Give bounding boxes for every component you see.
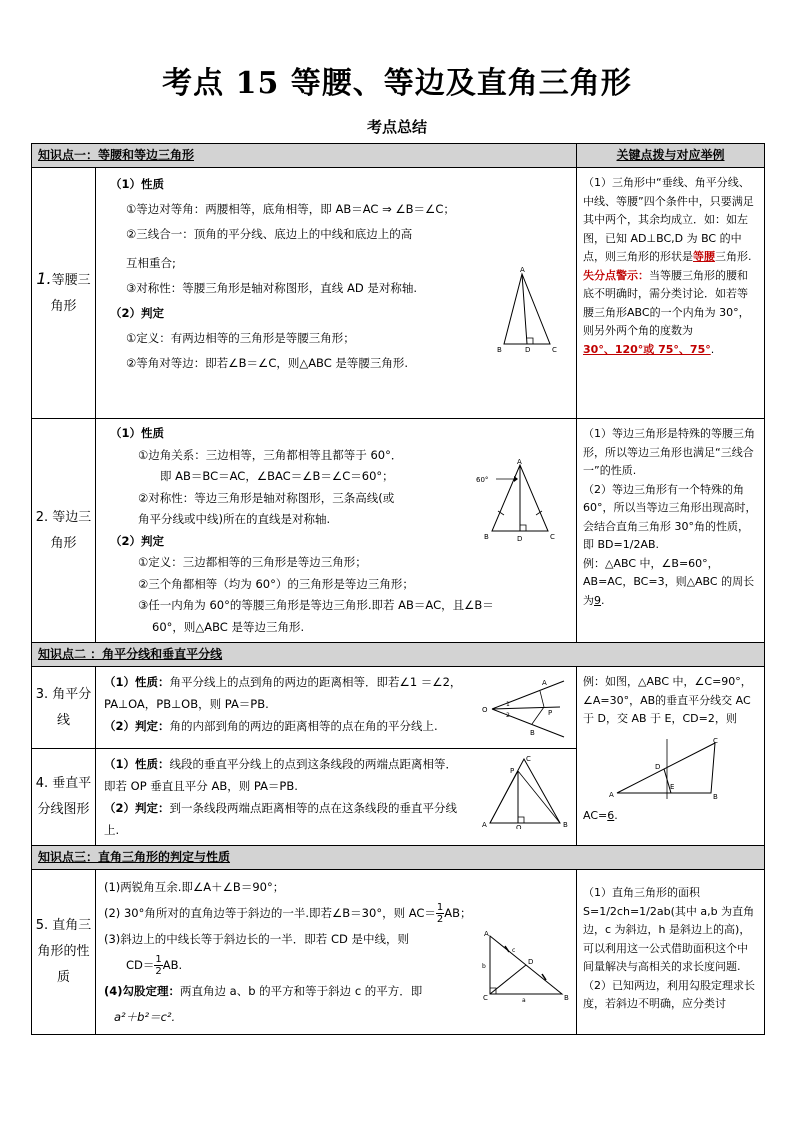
section-header-1: 知识点一：等腰和等边三角形 — [32, 144, 577, 168]
label-B: B — [564, 994, 569, 1002]
label-B: B — [563, 821, 568, 829]
label-B: B — [484, 533, 489, 541]
label-C: C — [550, 533, 555, 541]
perp-bisector-figure — [480, 753, 572, 829]
label-P: P — [510, 767, 515, 775]
summary-table — [31, 143, 765, 1035]
angle-bisector-figure — [480, 673, 572, 741]
right-triangle-figure — [480, 930, 572, 1004]
label-B: B — [713, 793, 718, 801]
section-header-3: 知识点三：直角三角形的判定与性质 — [32, 846, 765, 870]
label-O: O — [482, 706, 488, 714]
label-B: B — [530, 729, 535, 737]
label-a: a — [522, 997, 526, 1004]
section-header-2: 知识点二 ：角平分线和垂直平分线 — [32, 643, 765, 667]
label-A: A — [520, 266, 525, 274]
equilateral-content: （1）性质 ①边角关系：三边相等，三角都相等且都等于 60°． 即 AB＝BC＝AC，∠BAC＝∠B＝∠C＝60°； ②对称性：等边三角形是轴对称图形，三条高线(或 角平分线或中线)所在的直线是对称轴. （2）判定 ①定义：三边都相等的三角形是等边三角形； ②三个角都相等（均为 60°）的三角形是等边三角形； ③任一内角为 60°的等腰三角形是等边三角形.即若 AB＝AC，且∠B＝ 60°，则△ABC 是等边三角形. A 60° B D C — [96, 419, 577, 643]
label-A: A — [482, 821, 487, 829]
bisector-example: 例：如图，△ABC 中，∠C=90°，∠A=30°，AB的垂直平分线交 AC 于 D，交 AB 于 E，CD=2，则 C D A E B AC=6. — [577, 667, 765, 846]
label-1: 1 — [506, 701, 510, 708]
bisector-content: （1）性质：角平分线上的点到角的两边的距离相等．即若∠1 ＝∠2，PA⊥OA，PB⊥OB，则 PA＝PB. （2）判定：角的内部到角的两边的距离相等的点在角的平分线上. A O 1 2 P B — [96, 667, 577, 749]
label-A: A — [517, 459, 522, 466]
label-A: A — [484, 930, 489, 938]
row-label-isosceles: 1.等腰三角形 — [32, 168, 96, 419]
key-points-header: 关键点拨与对应举例 — [577, 144, 765, 168]
label-D: D — [517, 535, 523, 543]
row-label-perp: 4. 垂直平分线图形 — [32, 749, 96, 846]
label-A: A — [609, 791, 614, 799]
right-notes: （1）直角三角形的面积 S=1/2ch=1/2ab(其中 a,b 为直角边，c 为斜边，h 是斜边上的高)，可以利用这一公式借助面积这个中间量解决与高相关的求长度问题. （2）已知两边，利用勾股定理求长度，若斜边不明确，应分类讨 — [577, 870, 765, 1035]
label-E: E — [670, 783, 675, 791]
label-P: P — [548, 709, 553, 717]
label-D: D — [655, 763, 661, 771]
row-label-right: 5. 直角三角形的性质 — [32, 870, 96, 1035]
label-60: 60° — [476, 476, 489, 484]
label-C: C — [483, 994, 488, 1002]
example-triangle-figure — [607, 737, 727, 801]
row-label-bisector: 3. 角平分线 — [32, 667, 96, 749]
label-C: C — [552, 346, 557, 354]
equilateral-notes: （1）等边三角形是特殊的等腰三角形，所以等边三角形也满足“三线合一”的性质. （2）等边三角形有一个特殊的角 60°，所以当等边三角形出现高时，会结合直角三角形 30°角的性质，即 BD=1/2AB. 例：△ABC 中，∠B=60°，AB=AC，BC=3，则△ABC 的周长为9. — [577, 419, 765, 643]
isosceles-content: （1）性质 ①等边对等角：两腰相等，底角相等，即 AB＝AC ⇒ ∠B＝∠C； ②三线合一：顶角的平分线、底边上的中线和底边上的高 互相重合; ③对称性：等腰三角形是轴对称图形，直线 AD 是对称轴. （2）判定 ①定义：有两边相等的三角形是等腰三角形； ②等角对等边：即若∠B＝∠C，则△ABC 是等腰三角形. A B D C — [96, 168, 577, 419]
isosceles-notes: （1）三角形中“垂线、角平分线、中线、等腰”四个条件中，只要满足其中两个，其余均成立．如：如左图，已知 AD⊥BC,D 为 BC 的中点，则三角形的形状是等腰三角形. 失分点警示：当等腰三角形的腰和底不明确时，需分类讨论．如若等腰三角形ABC的一个内角为 30°，则另外两个角的度数为 30°、120°或 75°、75°. — [577, 168, 765, 419]
label-c: c — [512, 947, 516, 954]
label-b: b — [482, 963, 486, 970]
label-2: 2 — [506, 712, 510, 719]
row-label-equilateral: 2. 等边三角形 — [32, 419, 96, 643]
label-A: A — [542, 679, 547, 687]
right-content: (1)两锐角互余.即∠A＋∠B＝90°； (2) 30°角所对的直角边等于斜边的一半.即若∠B＝30°，则 AC＝ $\frac{1}{2}$ AB； (3)斜边上的中线长等于斜边长的一半．即若 CD 是中线，则 CD＝ $\frac{1}{2}$ AB. (4)勾股定理：两直角边 a、b 的平方和等于斜边 c 的平方．即 a²＋b²＝c². A c b D C a B — [96, 870, 577, 1035]
label-B: B — [497, 346, 502, 354]
isosceles-triangle-figure — [496, 266, 568, 356]
label-O: O — [516, 824, 522, 829]
label-D: D — [525, 346, 531, 354]
label-C: C — [526, 755, 531, 763]
label-D: D — [528, 958, 534, 966]
label-C: C — [713, 737, 718, 745]
page-title: 考点 15 等腰、等边及直角三角形 — [162, 66, 632, 101]
page-subtitle: 考点总结 — [366, 118, 427, 136]
perp-content: （1）性质：线段的垂直平分线上的点到这条线段的两端点距离相等．即若 OP 垂直且平分 AB，则 PA＝PB. （2）判定：到一条线段两端点距离相等的点在这条线段的垂直平分线上. C P A O B — [96, 749, 577, 846]
equilateral-triangle-figure — [474, 459, 574, 549]
